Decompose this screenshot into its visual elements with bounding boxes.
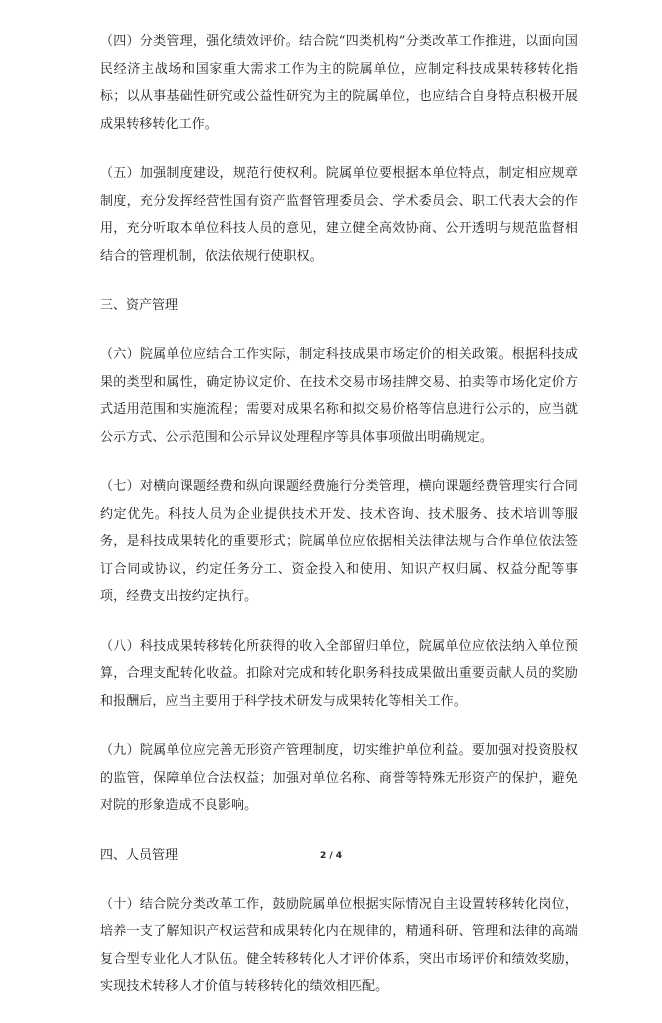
paragraph-10: （十）结合院分类改革工作，鼓励院属单位根据实际情况自主设置转移转化岗位，培养一支了解知识产权运营和成果转化内在规律的，精通科研、管理和法律的高端复合型专业化人才队伍。健全转移转化人才评价体系，突出市场评价和绩效奖励，实现技术转移人才价值与转移转化的绩效相匹配。 xyxy=(100,896,578,994)
page-number: 2 / 4 xyxy=(319,851,343,861)
paragraph-8: （八）科技成果转移转化所获得的收入全部留归单位，院属单位应依法纳入单位预算，合理支配转化收益。扣除对完成和转化职务科技成果做出重要贡献人员的奖励和报酬后，应当主要用于科学技术研发与成果转化等相关工作。 xyxy=(100,638,578,709)
paragraph-6: （六）院属单位应结合工作实际，制定科技成果市场定价的相关政策。根据科技成果的类型和属性，确定协议定价、在技术交易市场挂牌交易、拍卖等市场化定价方式适用范围和实施流程；需要对成果名称和拟交易价格等信息进行公示的，应当就公示方式、公示范围和公示异议处理程序等具体事项做出明确规定。 xyxy=(100,347,578,445)
section-heading-personnel-management: 四、人员管理 xyxy=(100,847,179,863)
paragraph-9: （九）院属单位应完善无形资产管理制度，切实维护单位利益。要加强对投资股权的监管，保障单位合法权益；加强对单位名称、商誉等特殊无形资产的保护，避免对院的形象造成不良影响。 xyxy=(100,743,578,813)
document-page xyxy=(100,28,578,1023)
section-heading-asset-management: 三、资产管理 xyxy=(100,298,179,313)
paragraph-4: （四）分类管理，强化绩效评价。结合院“四类机构”分类改革工作推进，以面向国民经济主战场和国家重大需求工作为主的院属单位，应制定科技成果转移转化指标；以从事基础性研究或公益性研究为主的院属单位，也应结合自身特点积极开展成果转移转化工作。 xyxy=(100,34,578,132)
paragraph-5: （五）加强制度建设，规范行使权利。院属单位要根据本单位特点，制定相应规章制度，充分发挥经营性国有资产监督管理委员会、学术委员会、职工代表大会的作用，充分听取本单位科技人员的意见，建立健全高效协商、公开透明与规范监督相结合的管理机制，依法依规行使职权。 xyxy=(100,166,578,264)
paragraph-7: （七）对横向课题经费和纵向课题经费施行分类管理，横向课题经费管理实行合同约定优先。科技人员为企业提供技术开发、技术咨询、技术服务、技术培训等服务，是科技成果转化的重要形式；院属单位应依据相关法律法规与合作单位依法签订合同或协议，约定任务分工、资金投入和使用、知识产权归属、权益分配等事项，经费支出按约定执行。 xyxy=(100,479,578,604)
